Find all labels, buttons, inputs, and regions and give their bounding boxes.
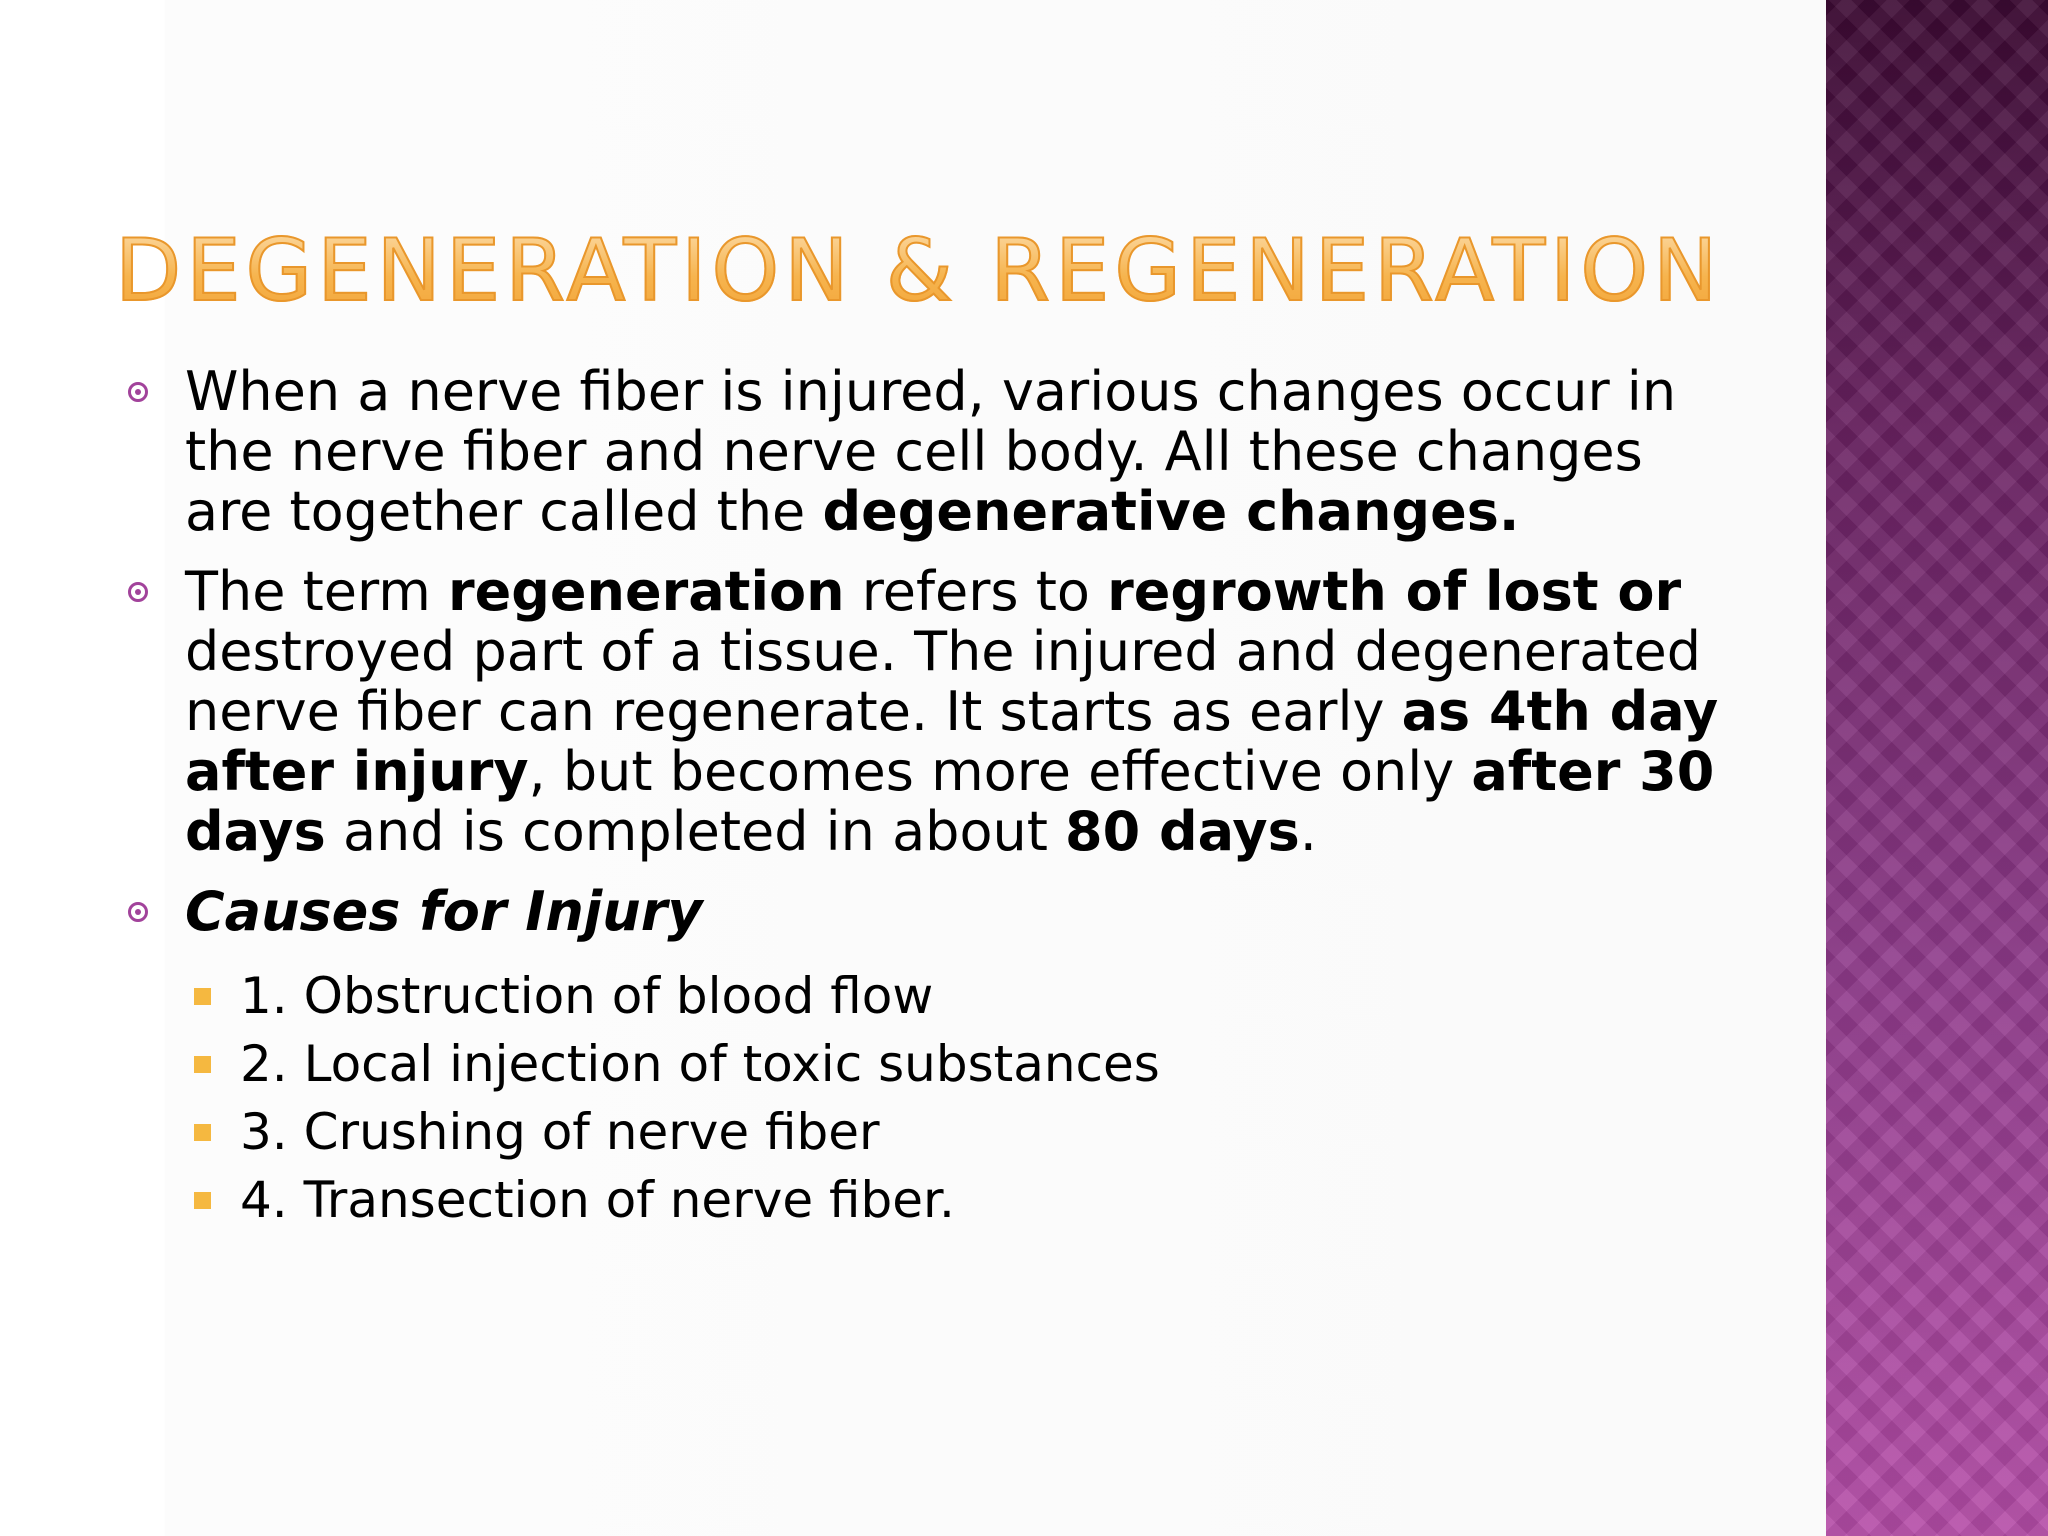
causes-heading: Causes for Injury xyxy=(185,880,703,943)
bullet-regeneration xyxy=(120,562,1720,862)
square-bullet-icon xyxy=(194,1192,211,1209)
list-item: 1. Obstruction of blood flow xyxy=(120,962,1720,1030)
square-bullet-icon xyxy=(194,1124,211,1141)
list-item: 4. Transection of nerve fiber. xyxy=(120,1166,1720,1234)
bullet-text: When a nerve fiber is injured, various changes occur in the nerve fiber and nerve cell body. All these changes are together called the degenerative changes. xyxy=(185,360,1677,543)
causes-list xyxy=(120,962,1720,1234)
slide-body xyxy=(120,362,1720,1234)
list-item: 2. Local injection of toxic substances xyxy=(120,1030,1720,1098)
slide-title: DEGENERATION & REGENERATION xyxy=(115,215,1815,327)
bullet-causes-for-injury xyxy=(120,882,1720,942)
bullet-text: The term regeneration refers to regrowth of lost or destroyed part of a tissue. The injured and degenerated nerve fiber can regenerate. It starts as early as 4th day after injury, but becomes more effective only after 30 days and is completed in about 80 days. xyxy=(185,560,1719,863)
square-bullet-icon xyxy=(194,1056,211,1073)
circled-dot-icon xyxy=(128,382,148,402)
bullet-degenerative-changes xyxy=(120,362,1720,542)
list-item: 3. Crushing of nerve fiber xyxy=(120,1098,1720,1166)
decorative-side-band xyxy=(1826,0,2048,1536)
circled-dot-icon xyxy=(128,582,148,602)
square-bullet-icon xyxy=(194,988,211,1005)
circled-dot-icon xyxy=(128,902,148,922)
